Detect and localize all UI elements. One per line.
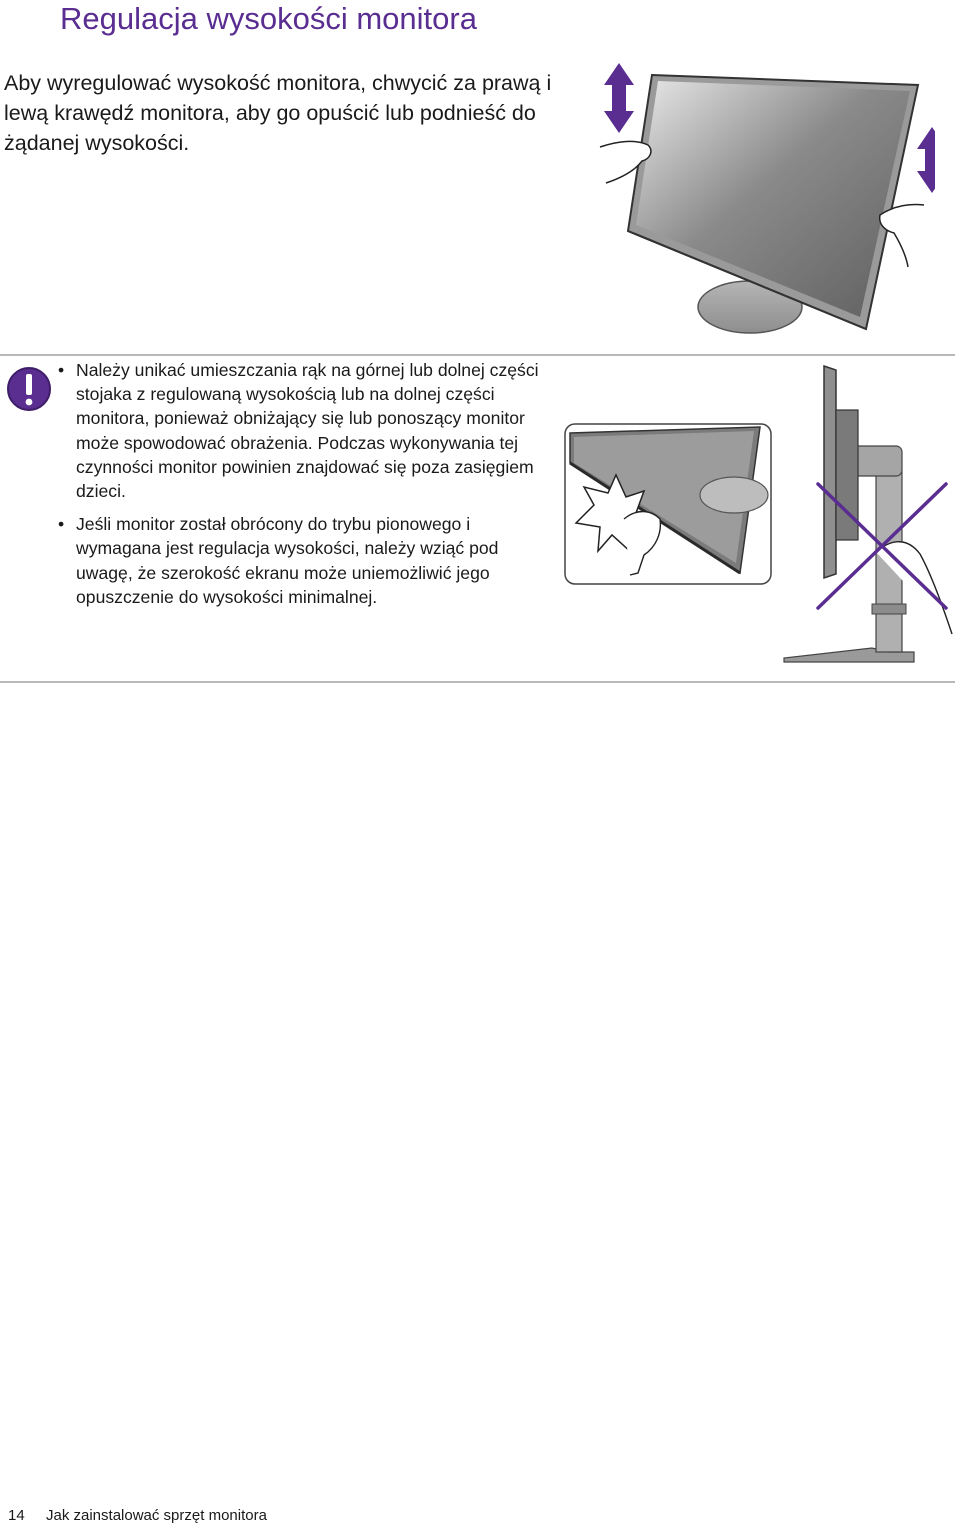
up-down-arrow-icon [917,127,935,193]
up-down-arrow-icon [604,63,634,133]
warning-list [58,358,558,618]
section-divider [0,354,955,356]
bullet: • [58,360,65,380]
warning-text: Należy unikać umieszczania rąk na górnej lub dolnej części stojaka z regulowaną wysokością lub na dolnej części monitora, ponieważ obniżający się lub ponoszący monitor może spowodować obrażenia. Podczas wykonywania tej czynności monitor powinien znajdować się poza zasięgiem dzieci. [76,360,539,502]
bullet: • [58,514,65,535]
exclamation-icon [6,366,52,412]
page-number: 14 [8,1507,25,1524]
list-item [58,358,558,503]
intro-text: Aby wyregulować wysokość monitora, chwycić za prawą i lewą krawędź monitora, aby go opuścić lub podnieść do żądanej wysokości. [4,71,552,155]
monitor-side [824,366,836,578]
footer-section-title: Jak zainstalować sprzęt monitora [46,1507,267,1524]
pinch-hazard-illustration [564,423,772,585]
warning-text: Jeśli monitor został obrócony do trybu pionowego i wymagana jest regulacja wysokości, należy wziąć pod uwagę, że szerokość ekranu może uniemożliwić jego opuszczenie do wysokości minimalnej. [76,514,499,607]
page-title: Regulacja wysokości monitora [60,1,477,36]
portrait-mode-illustration [780,362,958,672]
section-divider [0,681,955,683]
list-item [58,512,558,609]
monitor-height-illustration [590,55,935,340]
